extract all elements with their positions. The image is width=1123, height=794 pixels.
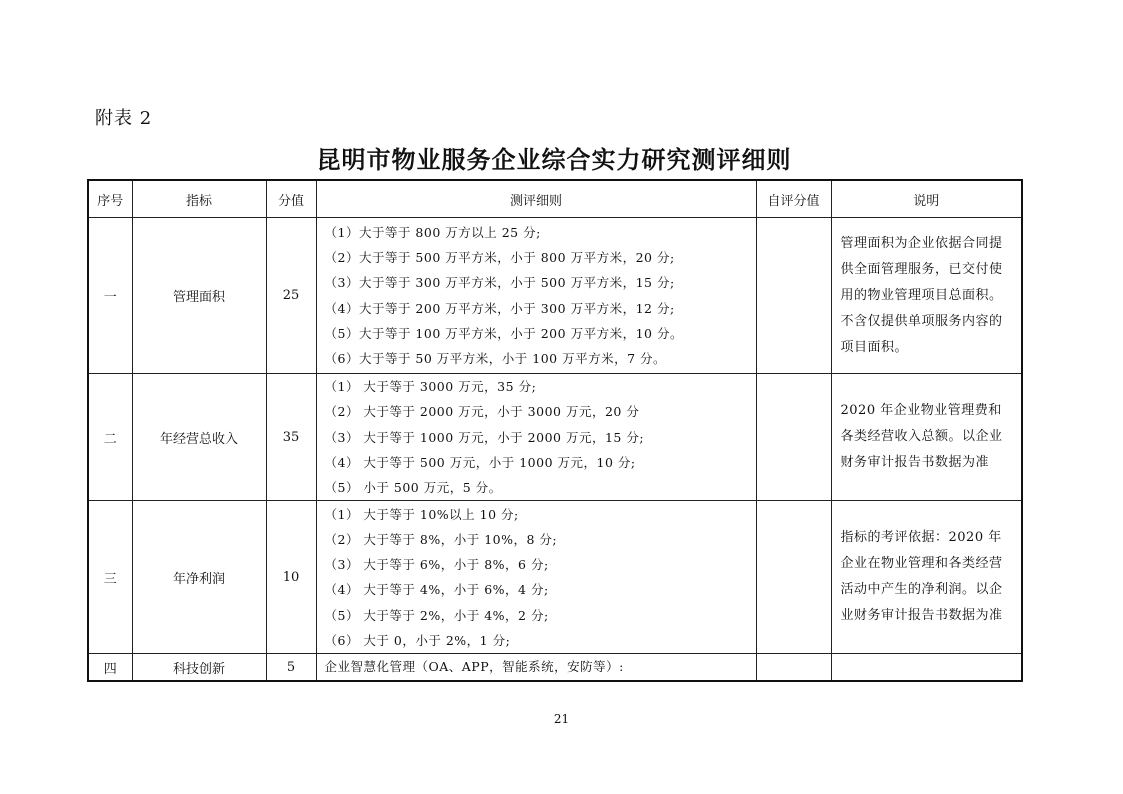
header-rules: 测评细则 xyxy=(316,180,756,218)
row-self-score xyxy=(756,501,831,654)
rule-line: 企业智慧化管理（OA、APP，智能系统，安防等）: xyxy=(324,659,624,675)
document-title: 昆明市物业服务企业综合实力研究测评细则 xyxy=(316,145,792,174)
row-rules xyxy=(316,374,756,501)
row-self-score xyxy=(756,218,831,374)
rule-line: （3）大于等于 300 万平方米，小于 500 万平方米，15 分; xyxy=(324,275,675,291)
appendix-label: 附表 2 xyxy=(95,108,153,129)
rule-line: （5） 大于等于 2%，小于 4%，2 分; xyxy=(324,607,549,623)
table-row xyxy=(88,501,1022,654)
header-indicator: 指标 xyxy=(132,180,266,218)
row-self-score xyxy=(756,654,831,681)
row-score: 35 xyxy=(266,374,316,501)
table-row xyxy=(88,374,1022,501)
header-note: 说明 xyxy=(831,180,1022,218)
rule-line: （1） 大于等于 10%以上 10 分; xyxy=(324,506,519,522)
row-seq: 四 xyxy=(88,654,132,681)
rule-line: （3） 大于等于 1000 万元，小于 2000 万元，15 分; xyxy=(324,429,645,445)
rule-line: （4）大于等于 200 万平方米，小于 300 万平方米，12 分; xyxy=(324,300,675,316)
row-score: 25 xyxy=(266,218,316,374)
row-seq: 二 xyxy=(88,374,132,501)
rule-line: （6） 大于 0，小于 2%，1 分; xyxy=(324,633,511,649)
row-indicator: 年净利润 xyxy=(132,501,266,654)
row-seq: 三 xyxy=(88,501,132,654)
table-row xyxy=(88,654,1022,681)
row-note: 管理面积为企业依据合同提供全面管理服务，已交付使用的物业管理项目总面积。不含仅提供单项服务内容的项目面积。 xyxy=(831,218,1022,374)
row-rules xyxy=(316,218,756,374)
row-note: 2020 年企业物业管理费和各类经营收入总额。以企业财务审计报告书数据为准 xyxy=(831,374,1022,501)
row-note: 指标的考评依据：2020 年企业在物业管理和各类经营活动中产生的净利润。以企业财务审计报告书数据为准 xyxy=(831,501,1022,654)
header-self-score: 自评分值 xyxy=(756,180,831,218)
row-rules xyxy=(316,654,756,681)
row-score: 10 xyxy=(266,501,316,654)
rule-line: （3） 大于等于 6%，小于 8%，6 分; xyxy=(324,557,549,573)
rule-line: （6）大于等于 50 万平方米，小于 100 万平方米，7 分。 xyxy=(324,351,667,367)
row-rules xyxy=(316,501,756,654)
rule-line: （5）大于等于 100 万平方米，小于 200 万平方米，10 分。 xyxy=(324,325,683,341)
row-indicator: 科技创新 xyxy=(132,654,266,681)
row-indicator: 管理面积 xyxy=(132,218,266,374)
rule-line: （2）大于等于 500 万平方米，小于 800 万平方米，20 分; xyxy=(324,249,675,265)
rule-line: （4） 大于等于 4%，小于 6%，4 分; xyxy=(324,582,549,598)
row-score: 5 xyxy=(266,654,316,681)
rule-line: （1） 大于等于 3000 万元，35 分; xyxy=(324,379,537,394)
header-seq: 序号 xyxy=(88,180,132,218)
row-indicator: 年经营总收入 xyxy=(132,374,266,501)
header-score: 分值 xyxy=(266,180,316,218)
rule-line: （2） 大于等于 2000 万元，小于 3000 万元，20 分 xyxy=(324,404,640,420)
rule-line: （2） 大于等于 8%，小于 10%，8 分; xyxy=(324,531,558,547)
row-note xyxy=(831,654,1022,681)
rule-line: （5） 小于 500 万元，5 分。 xyxy=(324,480,502,496)
row-self-score xyxy=(756,374,831,501)
table-header-row xyxy=(88,180,1022,218)
rule-line: （4） 大于等于 500 万元，小于 1000 万元，10 分; xyxy=(324,454,636,470)
page-number: 21 xyxy=(553,712,570,726)
table-row xyxy=(88,218,1022,374)
rule-line: （1）大于等于 800 万方以上 25 分; xyxy=(324,224,541,240)
row-seq: 一 xyxy=(88,218,132,374)
evaluation-table xyxy=(87,179,1023,682)
